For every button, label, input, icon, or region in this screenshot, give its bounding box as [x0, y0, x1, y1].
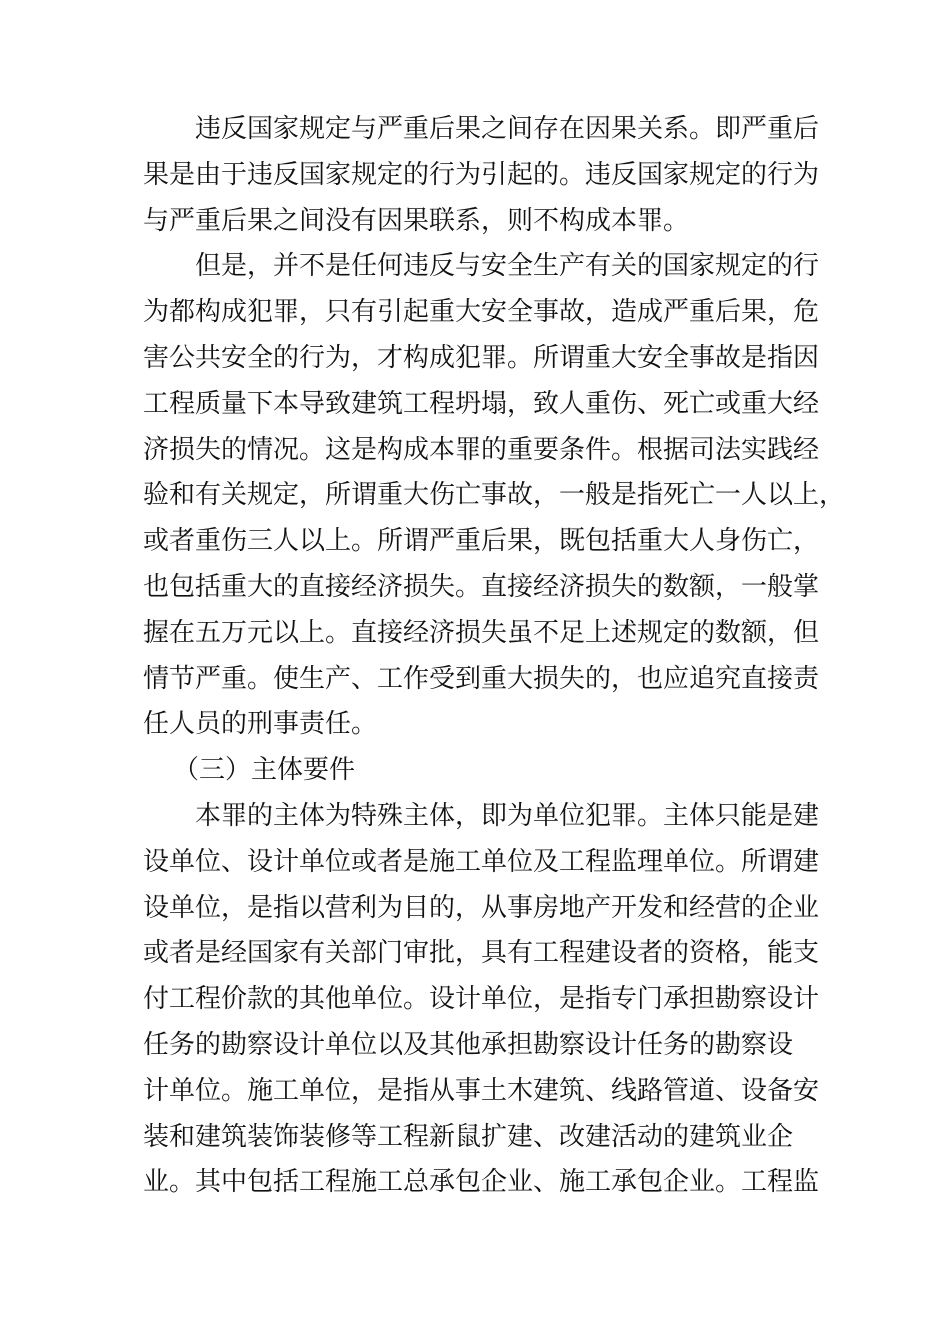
paragraph-3-line-4: 或者是经国家有关部门审批，具有工程建设者的资格，能支 [143, 938, 820, 969]
document-page [143, 107, 846, 1206]
section-heading: （三）主体要件 [173, 755, 356, 786]
paragraph-2-line-3: 害公共安全的行为，才构成犯罪。所谓重大安全事故是指因 [143, 342, 820, 373]
paragraph-1-line-1: 违反国家规定与严重后果之间存在因果关系。即严重后 [195, 114, 820, 144]
paragraph-3-line-6: 任务的勘察设计单位以及其他承担勘察设计任务的勘察设 [143, 1029, 794, 1060]
paragraph-2-line-11: 任人员的刑事责任。 [143, 709, 378, 740]
paragraph-3-line-7: 计单位。施工单位，是指从事土木建筑、线路管道、设备安 [143, 1075, 820, 1106]
paragraph-2-line-7: 或者重伤三人以上。所谓严重后果，既包括重大人身伤亡， [143, 526, 820, 557]
paragraph-2-line-2: 为都构成犯罪，只有引起重大安全事故，造成严重后果，危 [143, 297, 820, 328]
paragraph-2-line-5: 济损失的情况。这是构成本罪的重要条件。根据司法实践经 [143, 434, 820, 465]
paragraph-3-line-1: 本罪的主体为特殊主体，即为单位犯罪。主体只能是建 [195, 800, 820, 831]
paragraph-2-line-9: 握在五万元以上。直接经济损失虽不足上述规定的数额，但 [143, 617, 820, 648]
paragraph-3-line-3: 设单位，是指以营利为目的，从事房地产开发和经营的企业 [143, 892, 820, 923]
paragraph-1-line-2: 果是由于违反国家规定的行为引起的。违反国家规定的行为 [143, 159, 820, 190]
paragraph-1-line-3: 与严重后果之间没有因果联系，则不构成本罪。 [143, 205, 690, 236]
paragraph-2-line-10: 情节严重。使生产、工作受到重大损失的，也应追究直接责 [143, 663, 820, 694]
paragraph-2-line-6: 验和有关规定，所谓重大伤亡事故，一般是指死亡一人以上， [143, 480, 846, 511]
paragraph-2-line-8: 也包括重大的直接经济损失。直接经济损失的数额，一般掌 [143, 571, 820, 602]
paragraph-3-line-8: 装和建筑装饰装修等工程新鼠扩建、改建活动的建筑业企 [143, 1121, 794, 1152]
paragraph-3-line-9: 业。其中包括工程施工总承包企业、施工承包企业。工程监 [143, 1167, 820, 1198]
paragraph-2-line-1: 但是，并不是任何违反与安全生产有关的国家规定的行 [195, 251, 820, 282]
paragraph-2-line-4: 工程质量下本导致建筑工程坍塌，致人重伤、死亡或重大经 [143, 388, 820, 419]
paragraph-3-line-5: 付工程价款的其他单位。设计单位，是指专门承担勘察设计 [143, 984, 820, 1015]
paragraph-3-line-2: 设单位、设计单位或者是施工单位及工程监理单位。所谓建 [143, 846, 820, 877]
